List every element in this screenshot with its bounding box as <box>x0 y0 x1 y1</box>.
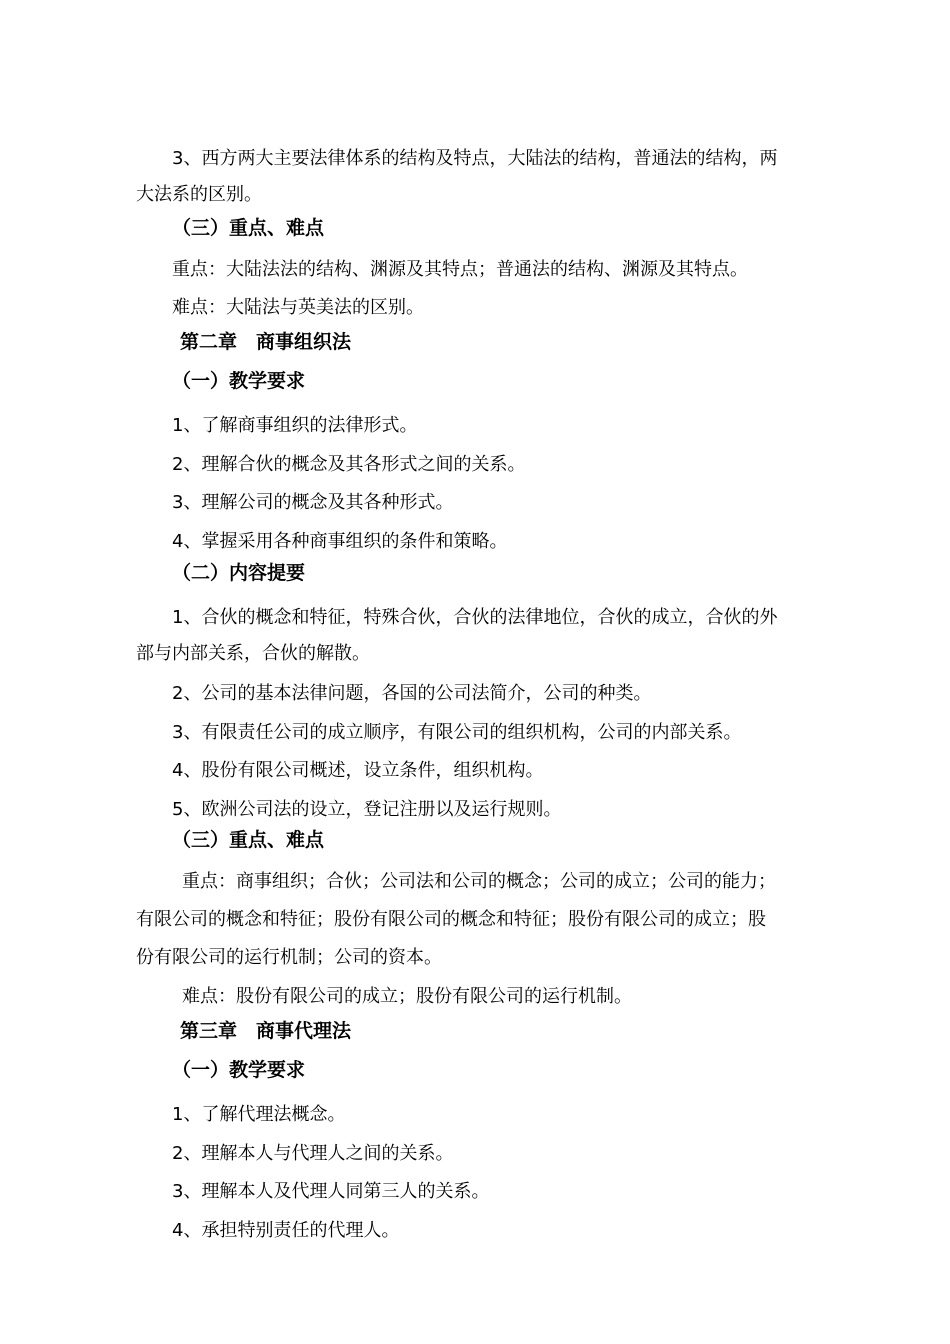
section1-difficulties: 难点：大陆法与英美法的区别。 <box>172 297 424 318</box>
chapter3-req-item-1: 1、了解代理法概念。 <box>172 1104 346 1125</box>
chapter2-content-heading: （二）内容提要 <box>172 562 306 584</box>
chapter2-content-item-5: 5、欧洲公司法的设立，登记注册以及运行规则。 <box>172 799 562 820</box>
chapter2-req-item-2: 2、理解合伙的概念及其各形式之间的关系。 <box>172 454 526 475</box>
chapter2-content-item1-line1: 1、合伙的概念和特征，特殊合伙，合伙的法律地位，合伙的成立，合伙的外 <box>172 607 778 628</box>
chapter3-title: 第三章 商事代理法 <box>180 1020 352 1042</box>
chapter2-key-line3: 份有限公司的运行机制；公司的资本。 <box>136 947 442 968</box>
chapter2-req-heading: （一）教学要求 <box>172 370 306 392</box>
chapter2-difficulties: 难点：股份有限公司的成立；股份有限公司的运行机制。 <box>182 986 632 1007</box>
chapter2-key-heading: （三）重点、难点 <box>172 829 325 851</box>
chapter2-content-item1-line2: 部与内部关系，合伙的解散。 <box>136 643 370 664</box>
chapter3-req-heading: （一）教学要求 <box>172 1059 306 1081</box>
section1-item3-line1: 3、西方两大主要法律体系的结构及特点，大陆法的结构，普通法的结构，两 <box>172 148 778 169</box>
chapter3-req-item-2: 2、理解本人与代理人之间的关系。 <box>172 1143 454 1164</box>
chapter2-req-item-4: 4、掌握采用各种商事组织的条件和策略。 <box>172 531 508 552</box>
chapter2-req-item-1: 1、了解商事组织的法律形式。 <box>172 415 418 436</box>
chapter3-req-item-3: 3、理解本人及代理人同第三人的关系。 <box>172 1181 490 1202</box>
section1-item3-line2: 大法系的区别。 <box>136 184 262 205</box>
chapter2-content-item-2: 2、公司的基本法律问题，各国的公司法简介，公司的种类。 <box>172 683 652 704</box>
chapter2-key-line1: 重点：商事组织；合伙；公司法和公司的概念；公司的成立；公司的能力； <box>182 871 776 892</box>
section1-key-points: 重点：大陆法法的结构、渊源及其特点；普通法的结构、渊源及其特点。 <box>172 259 748 280</box>
chapter2-content-item-4: 4、股份有限公司概述，设立条件，组织机构。 <box>172 760 544 781</box>
chapter2-key-line2: 有限公司的概念和特征；股份有限公司的概念和特征；股份有限公司的成立；股 <box>136 909 766 930</box>
chapter2-content-item-3: 3、有限责任公司的成立顺序，有限公司的组织机构，公司的内部关系。 <box>172 722 742 743</box>
chapter2-title: 第二章 商事组织法 <box>180 331 352 353</box>
section1-key-heading: （三）重点、难点 <box>172 217 325 239</box>
chapter2-req-item-3: 3、理解公司的概念及其各种形式。 <box>172 492 454 513</box>
chapter3-req-item-4: 4、承担特别责任的代理人。 <box>172 1220 400 1241</box>
